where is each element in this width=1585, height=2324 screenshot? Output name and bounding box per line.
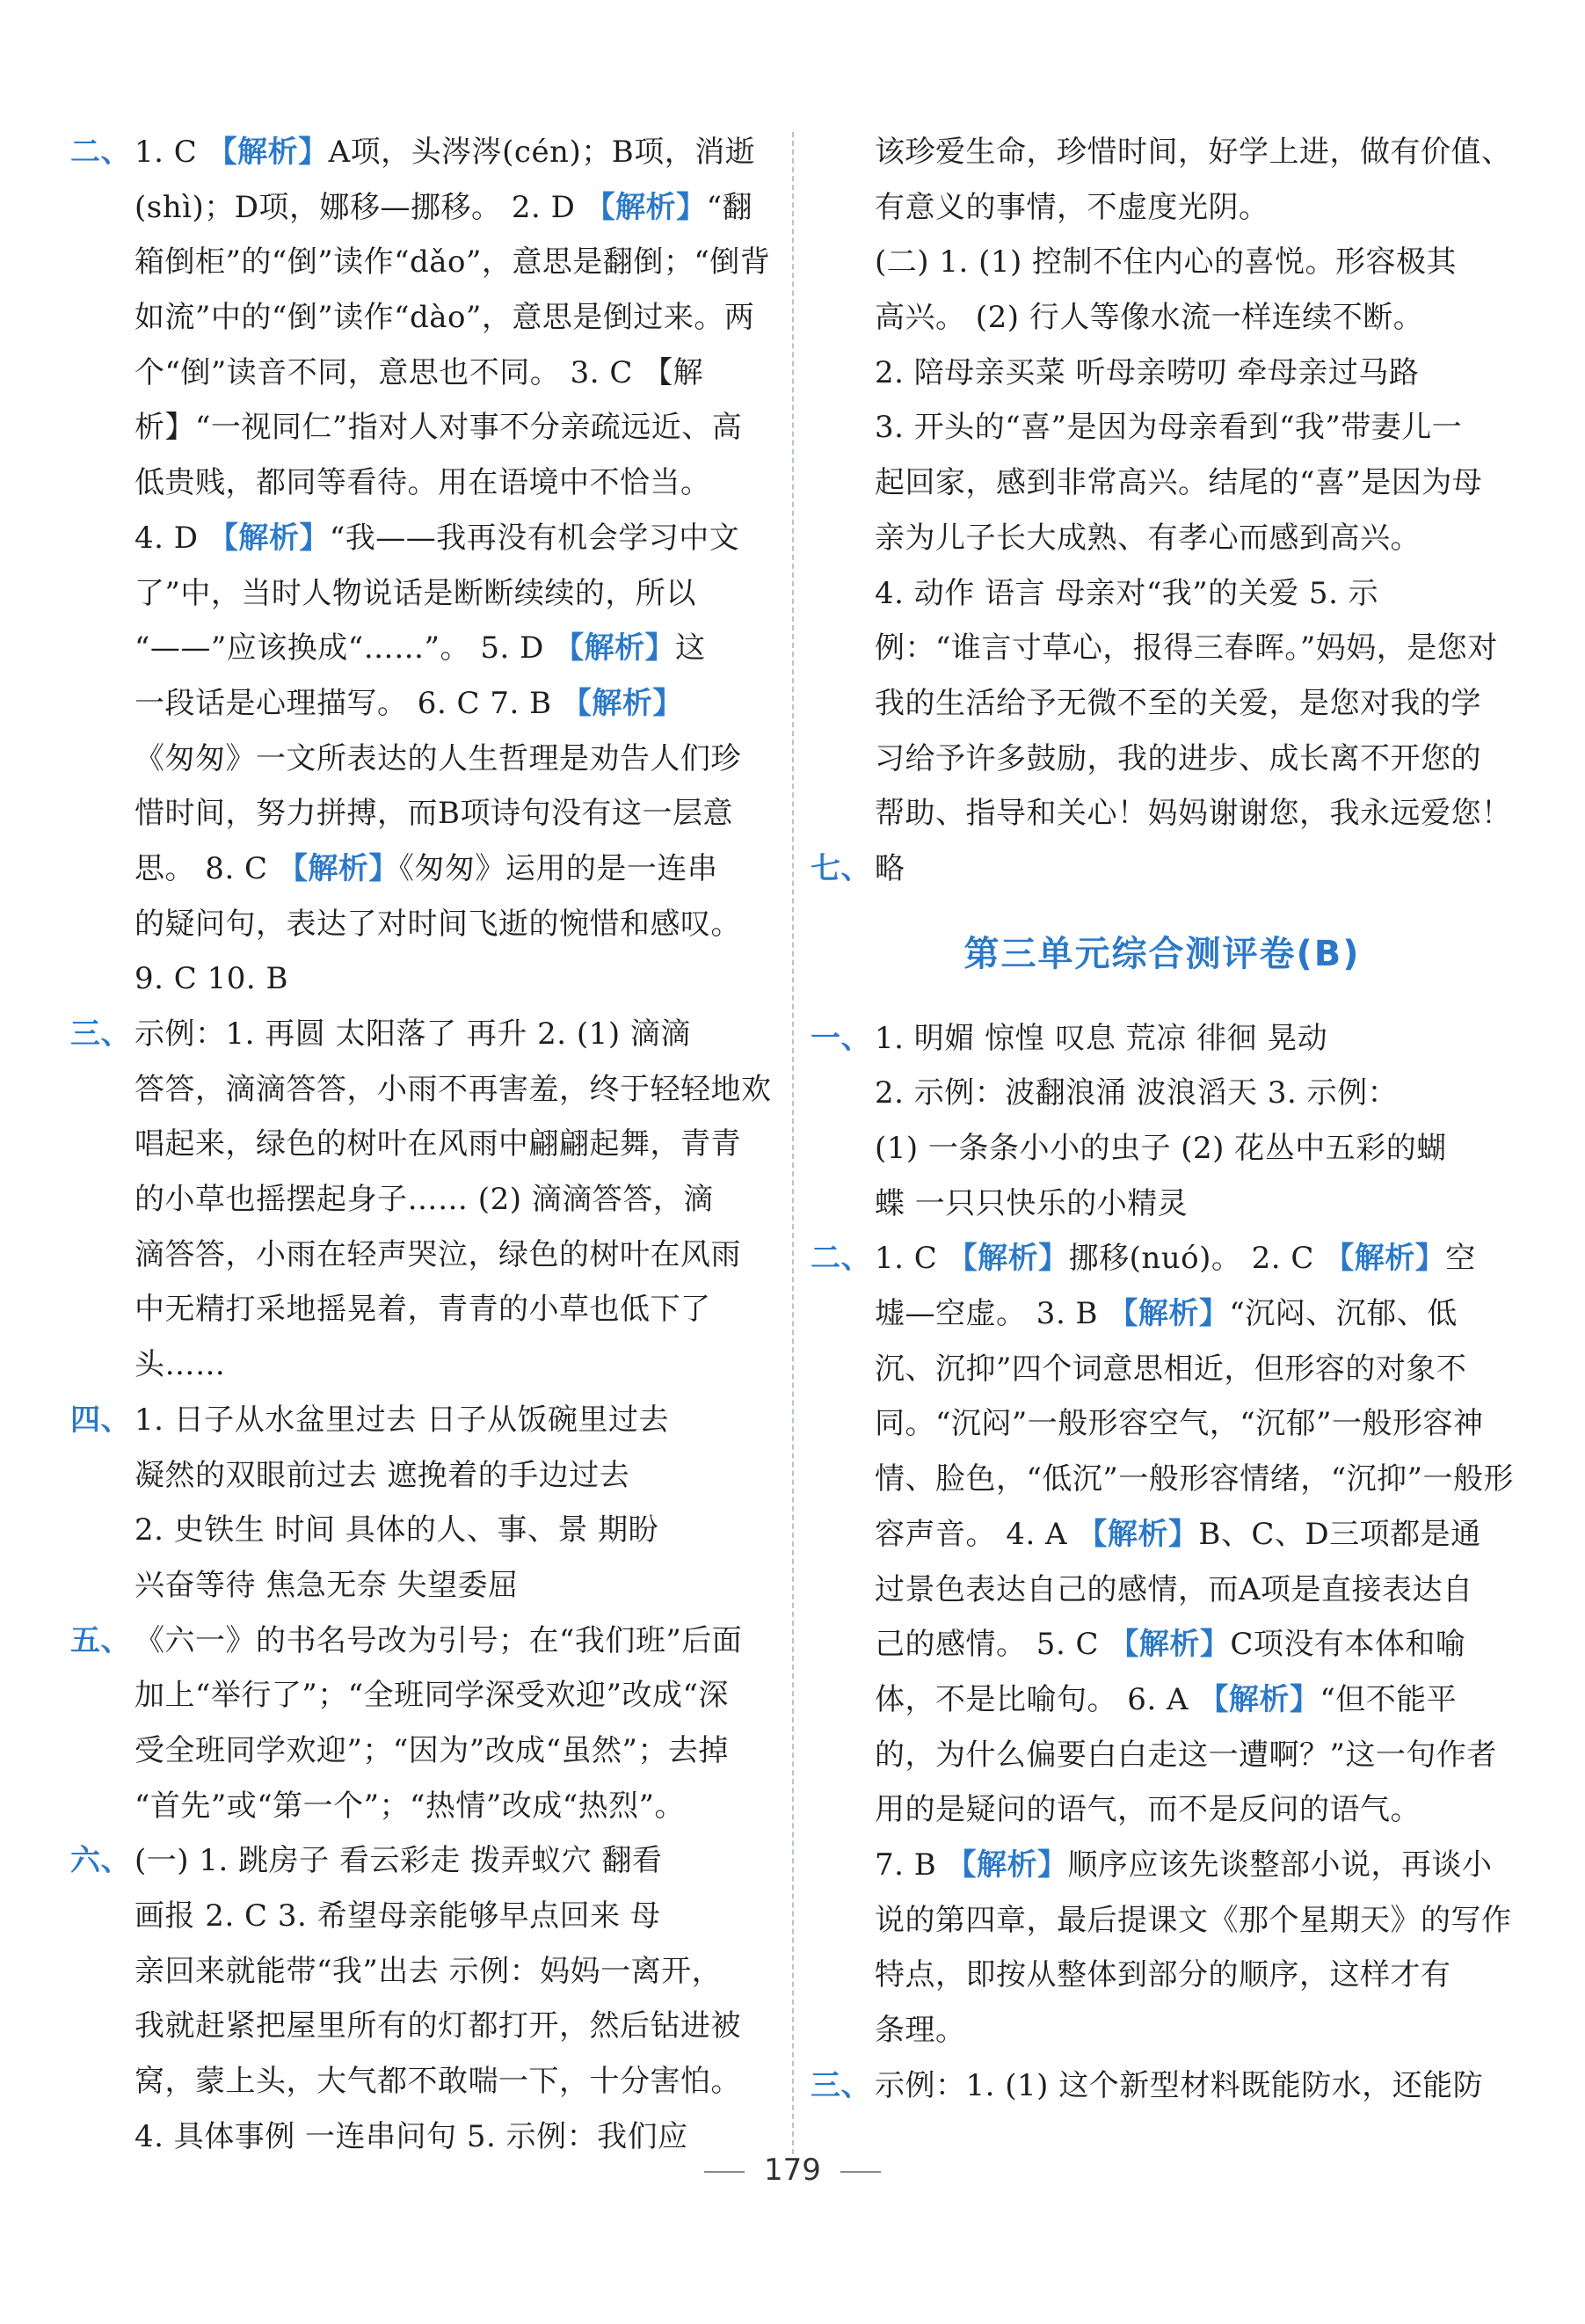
section-number: 一、 xyxy=(811,1020,871,1056)
answer-line xyxy=(811,566,1514,622)
section-number: 四、 xyxy=(70,1402,131,1438)
answer-line xyxy=(70,1172,774,1228)
answer-line xyxy=(811,1893,1514,1949)
answer-text: 该珍爱生命，珍惜时间，好学上进，做有价值、 xyxy=(875,135,1512,170)
question-section-line xyxy=(70,1007,774,1062)
answer-text: 的，为什么偏要白白走这一遭啊？”这一句作者 xyxy=(875,1737,1497,1773)
answer-text: 惜时间，努力拼搏，而B项诗句没有这一层意 xyxy=(135,796,733,832)
answer-text: 兴奋等待 焦急无奈 失望委屈 xyxy=(135,1567,519,1603)
section-number: 七、 xyxy=(811,850,871,886)
answer-line xyxy=(70,1723,774,1779)
answer-line xyxy=(811,2003,1514,2058)
answer-text: 如流”中的“倒”读作“dào”，意思是倒过来。两 xyxy=(135,300,755,336)
answer-line xyxy=(70,1668,774,1723)
answer-line xyxy=(70,290,774,346)
answer-text: 的疑问句，表达了对时间飞逝的惋惜和感叹。 xyxy=(135,906,741,942)
answer-text: “首先”或“第一个”；“热情”改成“热烈”。 xyxy=(135,1788,686,1824)
answer-text: (二) 1. (1) 控制不住内心的喜悦。形容极其 xyxy=(875,244,1458,280)
answer-line xyxy=(811,511,1514,566)
answer-text: (1) 一条条小小的虫子 (2) 花丛中五彩的蝴 xyxy=(875,1131,1447,1166)
question-section-line xyxy=(811,1011,1514,1067)
answer-line xyxy=(811,1563,1514,1618)
answer-line xyxy=(811,290,1514,346)
answer-text: 受全班同学欢迎”；“因为”改成“虽然”；去掉 xyxy=(135,1732,729,1768)
answer-line xyxy=(811,1728,1514,1783)
question-section-line xyxy=(70,1833,774,1889)
question-section-line xyxy=(811,2058,1514,2114)
answer-line xyxy=(811,1948,1514,2003)
section-title: 第三单元综合测评卷(B) xyxy=(963,933,1361,974)
question-section-line xyxy=(70,1614,774,1669)
answer-text: 个“倒”读音不同，意思也不同。 3. C 【解 xyxy=(135,354,704,390)
answer-text: 略 xyxy=(875,850,905,886)
answer-line xyxy=(811,1838,1514,1893)
answer-text: 唱起来，绿色的树叶在风雨中翩翩起舞，青青 xyxy=(135,1126,741,1162)
answer-line xyxy=(811,1782,1514,1838)
section-number: 三、 xyxy=(70,1016,131,1052)
answer-line xyxy=(70,1889,774,1944)
answer-line xyxy=(70,1337,774,1393)
answer-text: 示例：1. (1) 这个新型材料既能防水，还能防 xyxy=(875,2067,1484,2103)
answer-text: 起回家，感到非常高兴。结尾的“喜”是因为母 xyxy=(875,465,1483,501)
answer-text: 容声音。 4. A 【解析】B、C、D三项都是通 xyxy=(875,1516,1481,1552)
answer-line xyxy=(70,1558,774,1614)
answer-text: (一) 1. 跳房子 看云彩走 拨弄蚁穴 翻看 xyxy=(135,1843,663,1879)
answer-text: 同。“沉闷”一般形容空气，“沉郁”一般形容神 xyxy=(875,1406,1484,1442)
answer-line xyxy=(811,786,1514,841)
answer-text: 我就赶紧把屋里所有的灯都打开，然后钻进被 xyxy=(135,2008,741,2044)
answer-line xyxy=(70,400,774,455)
answer-text: 低贵贱，都同等看待。用在语境中不恰当。 xyxy=(135,465,711,501)
answer-text: 《六一》的书名号改为引号；在“我们班”后面 xyxy=(135,1622,743,1658)
answer-text: 2. 示例：波翻浪涌 波浪滔天 3. 示例： xyxy=(875,1075,1399,1111)
answer-line xyxy=(70,346,774,401)
answer-line xyxy=(811,455,1514,511)
answer-line xyxy=(70,1999,774,2054)
answer-text: 己的感情。 5. C 【解析】C项没有本体和喻 xyxy=(875,1627,1466,1663)
answer-text: 7. B 【解析】顺序应该先谈整部小说，再谈小 xyxy=(875,1847,1493,1883)
section-number: 三、 xyxy=(811,2067,871,2103)
answer-line xyxy=(70,732,774,787)
answer-text: 帮助、指导和关心！妈妈谢谢您，我永远爱您！ xyxy=(875,796,1512,832)
section-number: 六、 xyxy=(70,1843,131,1879)
answer-text: 的小草也摇摆起身子…… (2) 滴滴答答，滴 xyxy=(135,1182,714,1218)
answer-text: 3. 开头的“喜”是因为母亲看到“我”带妻儿一 xyxy=(875,410,1463,446)
answer-text: 过景色表达自己的感情，而A项是直接表达自 xyxy=(875,1571,1473,1607)
answer-line xyxy=(70,786,774,841)
answer-line xyxy=(811,732,1514,787)
page-number: 179 xyxy=(764,2153,821,2188)
answer-line xyxy=(70,1228,774,1283)
page-footer xyxy=(0,2153,1585,2188)
answer-line xyxy=(70,1944,774,2000)
answer-line xyxy=(70,180,774,236)
answer-text: 滴答答，小雨在轻声哭泣，绿色的树叶在风雨 xyxy=(135,1236,741,1272)
answer-text: 特点，即按从整体到部分的顺序，这样才有 xyxy=(875,1957,1451,1993)
answer-line xyxy=(70,897,774,952)
answer-line xyxy=(811,1507,1514,1563)
answer-text: 4. D 【解析】“我——我再没有机会学习中文 xyxy=(135,520,740,556)
answer-text: 1. C 【解析】挪移(nuó)。 2. C 【解析】空 xyxy=(875,1241,1476,1277)
footer-dash-right xyxy=(840,2171,881,2173)
answer-text: 箱倒柜”的“倒”读作“dǎo”，意思是翻倒；“倒背 xyxy=(135,244,771,280)
answer-line xyxy=(70,1779,774,1834)
section-number: 二、 xyxy=(70,135,131,170)
answer-line xyxy=(811,125,1514,180)
answer-text: 高兴。 (2) 行人等像水流一样连续不断。 xyxy=(875,300,1424,336)
column-divider xyxy=(792,132,794,2154)
answer-text: 有意义的事情，不虚度光阴。 xyxy=(875,189,1269,225)
answer-text: 蝶 一只只快乐的小精灵 xyxy=(875,1185,1189,1221)
answer-text: 沉、沉抑”四个词意思相近，但形容的对象不 xyxy=(875,1351,1467,1387)
answer-text: 1. 明媚 惊惶 叹息 荒凉 徘徊 晃动 xyxy=(875,1020,1328,1056)
answer-text: 习给予许多鼓励，我的进步、成长离不开您的 xyxy=(875,740,1481,776)
footer-dash-left xyxy=(704,2171,745,2173)
answer-line xyxy=(811,235,1514,290)
answer-text: 中无精打采地摇晃着，青青的小草也低下了 xyxy=(135,1292,711,1328)
answer-line xyxy=(70,951,774,1007)
question-section-line xyxy=(70,1393,774,1448)
section-number: 五、 xyxy=(70,1622,131,1658)
answer-line xyxy=(811,180,1514,236)
answer-text: 思。 8. C 【解析】《匆匆》运用的是一连串 xyxy=(135,850,718,886)
answer-text: 一段话是心理描写。 6. C 7. B 【解析】 xyxy=(135,685,683,721)
answer-line xyxy=(811,1342,1514,1397)
answer-text: 我的生活给予无微不至的关爱，是您对我的学 xyxy=(875,685,1481,721)
answer-line xyxy=(70,566,774,622)
answer-line xyxy=(811,1672,1514,1728)
answer-text: 画报 2. C 3. 希望母亲能够早点回来 母 xyxy=(135,1898,661,1934)
answer-text: 2. 史铁生 时间 具体的人、事、景 期盼 xyxy=(135,1512,659,1548)
answer-line xyxy=(70,676,774,732)
answer-text: 4. 具体事例 一连串问句 5. 示例：我们应 xyxy=(135,2118,688,2154)
unit-three-test-b-answers xyxy=(811,1011,1514,2114)
answer-line xyxy=(811,676,1514,732)
answer-text: 析】“一视同仁”指对人对事不分亲疏远近、高 xyxy=(135,410,743,446)
answer-line xyxy=(811,346,1514,401)
answer-text: 墟—空虚。 3. B 【解析】“沉闷、沉郁、低 xyxy=(875,1296,1458,1332)
answer-line xyxy=(70,2054,774,2109)
answer-line xyxy=(70,1062,774,1118)
answer-line xyxy=(70,621,774,676)
answer-text: 窝，蒙上头，大气都不敢喘一下，十分害怕。 xyxy=(135,2064,741,2100)
answer-text: 体，不是比喻句。 6. A 【解析】“但不能平 xyxy=(875,1681,1458,1717)
answer-line xyxy=(70,1503,774,1558)
answer-line xyxy=(811,621,1514,676)
answer-text: 凝然的双眼前过去 遮挽着的手边过去 xyxy=(135,1457,630,1493)
answer-line xyxy=(70,1282,774,1337)
answer-text: 条理。 xyxy=(875,2013,966,2048)
section-number: 二、 xyxy=(811,1241,871,1277)
answer-line xyxy=(70,1448,774,1504)
answer-line xyxy=(70,841,774,897)
answer-line xyxy=(811,1177,1514,1232)
answer-text: 加上“举行了”；“全班同学深受欢迎”改成“深 xyxy=(135,1678,729,1714)
answer-line xyxy=(70,235,774,290)
answer-text: 情、脸色，“低沉”一般形容情绪，“沉抑”一般形 xyxy=(875,1461,1514,1497)
answer-text: (shì)；D项，娜移—挪移。 2. D 【解析】“翻 xyxy=(135,189,753,225)
answer-text: 2. 陪母亲买菜 听母亲唠叨 牵母亲过马路 xyxy=(875,354,1420,390)
left-column xyxy=(70,125,774,2164)
question-section-line xyxy=(811,1231,1514,1286)
answer-line xyxy=(811,1121,1514,1177)
right-column-continued-answers xyxy=(811,125,1514,897)
answer-text: 用的是疑问的语气，而不是反问的语气。 xyxy=(875,1792,1421,1828)
answer-text: 1. C 【解析】A项，头涔涔(cén)；B项，消逝 xyxy=(135,135,756,170)
answer-line xyxy=(70,1117,774,1172)
answer-text: 9. C 10. B xyxy=(135,961,288,997)
answer-text: 头…… xyxy=(135,1347,226,1383)
answer-text: 亲回来就能带“我”出去 示例：妈妈一离开， xyxy=(135,1953,723,1989)
answer-line xyxy=(811,1452,1514,1507)
answer-text: 例：“谁言寸草心，报得三春晖。”妈妈，是您对 xyxy=(875,630,1498,667)
answer-line xyxy=(811,1286,1514,1342)
answer-line xyxy=(811,1396,1514,1452)
answer-line xyxy=(811,1066,1514,1121)
answer-line xyxy=(811,1617,1514,1672)
answer-text: “——”应该换成“……”。 5. D 【解析】这 xyxy=(135,630,706,667)
answer-text: 说的第四章，最后提课文《那个星期天》的写作 xyxy=(875,1902,1512,1938)
answer-line xyxy=(70,511,774,566)
answer-line xyxy=(811,400,1514,455)
answer-text: 答答，滴滴答答，小雨不再害羞，终于轻轻地欢 xyxy=(135,1071,772,1107)
question-section-line xyxy=(70,125,774,180)
answer-text: 1. 日子从水盆里过去 日子从饭碗里过去 xyxy=(135,1402,670,1438)
answer-text: 示例：1. 再圆 太阳落了 再升 2. (1) 滴滴 xyxy=(135,1016,691,1052)
answer-text: 《匆匆》一文所表达的人生哲理是劝告人们珍 xyxy=(135,740,741,776)
answer-text: 亲为儿子长大成熟、有孝心而感到高兴。 xyxy=(875,520,1421,556)
answer-text: 4. 动作 语言 母亲对“我”的关爱 5. 示 xyxy=(875,575,1379,611)
answer-text: 了”中，当时人物说话是断断续续的，所以 xyxy=(135,575,696,611)
question-section-line xyxy=(811,841,1514,897)
right-column xyxy=(811,125,1514,2113)
answer-line xyxy=(70,455,774,511)
